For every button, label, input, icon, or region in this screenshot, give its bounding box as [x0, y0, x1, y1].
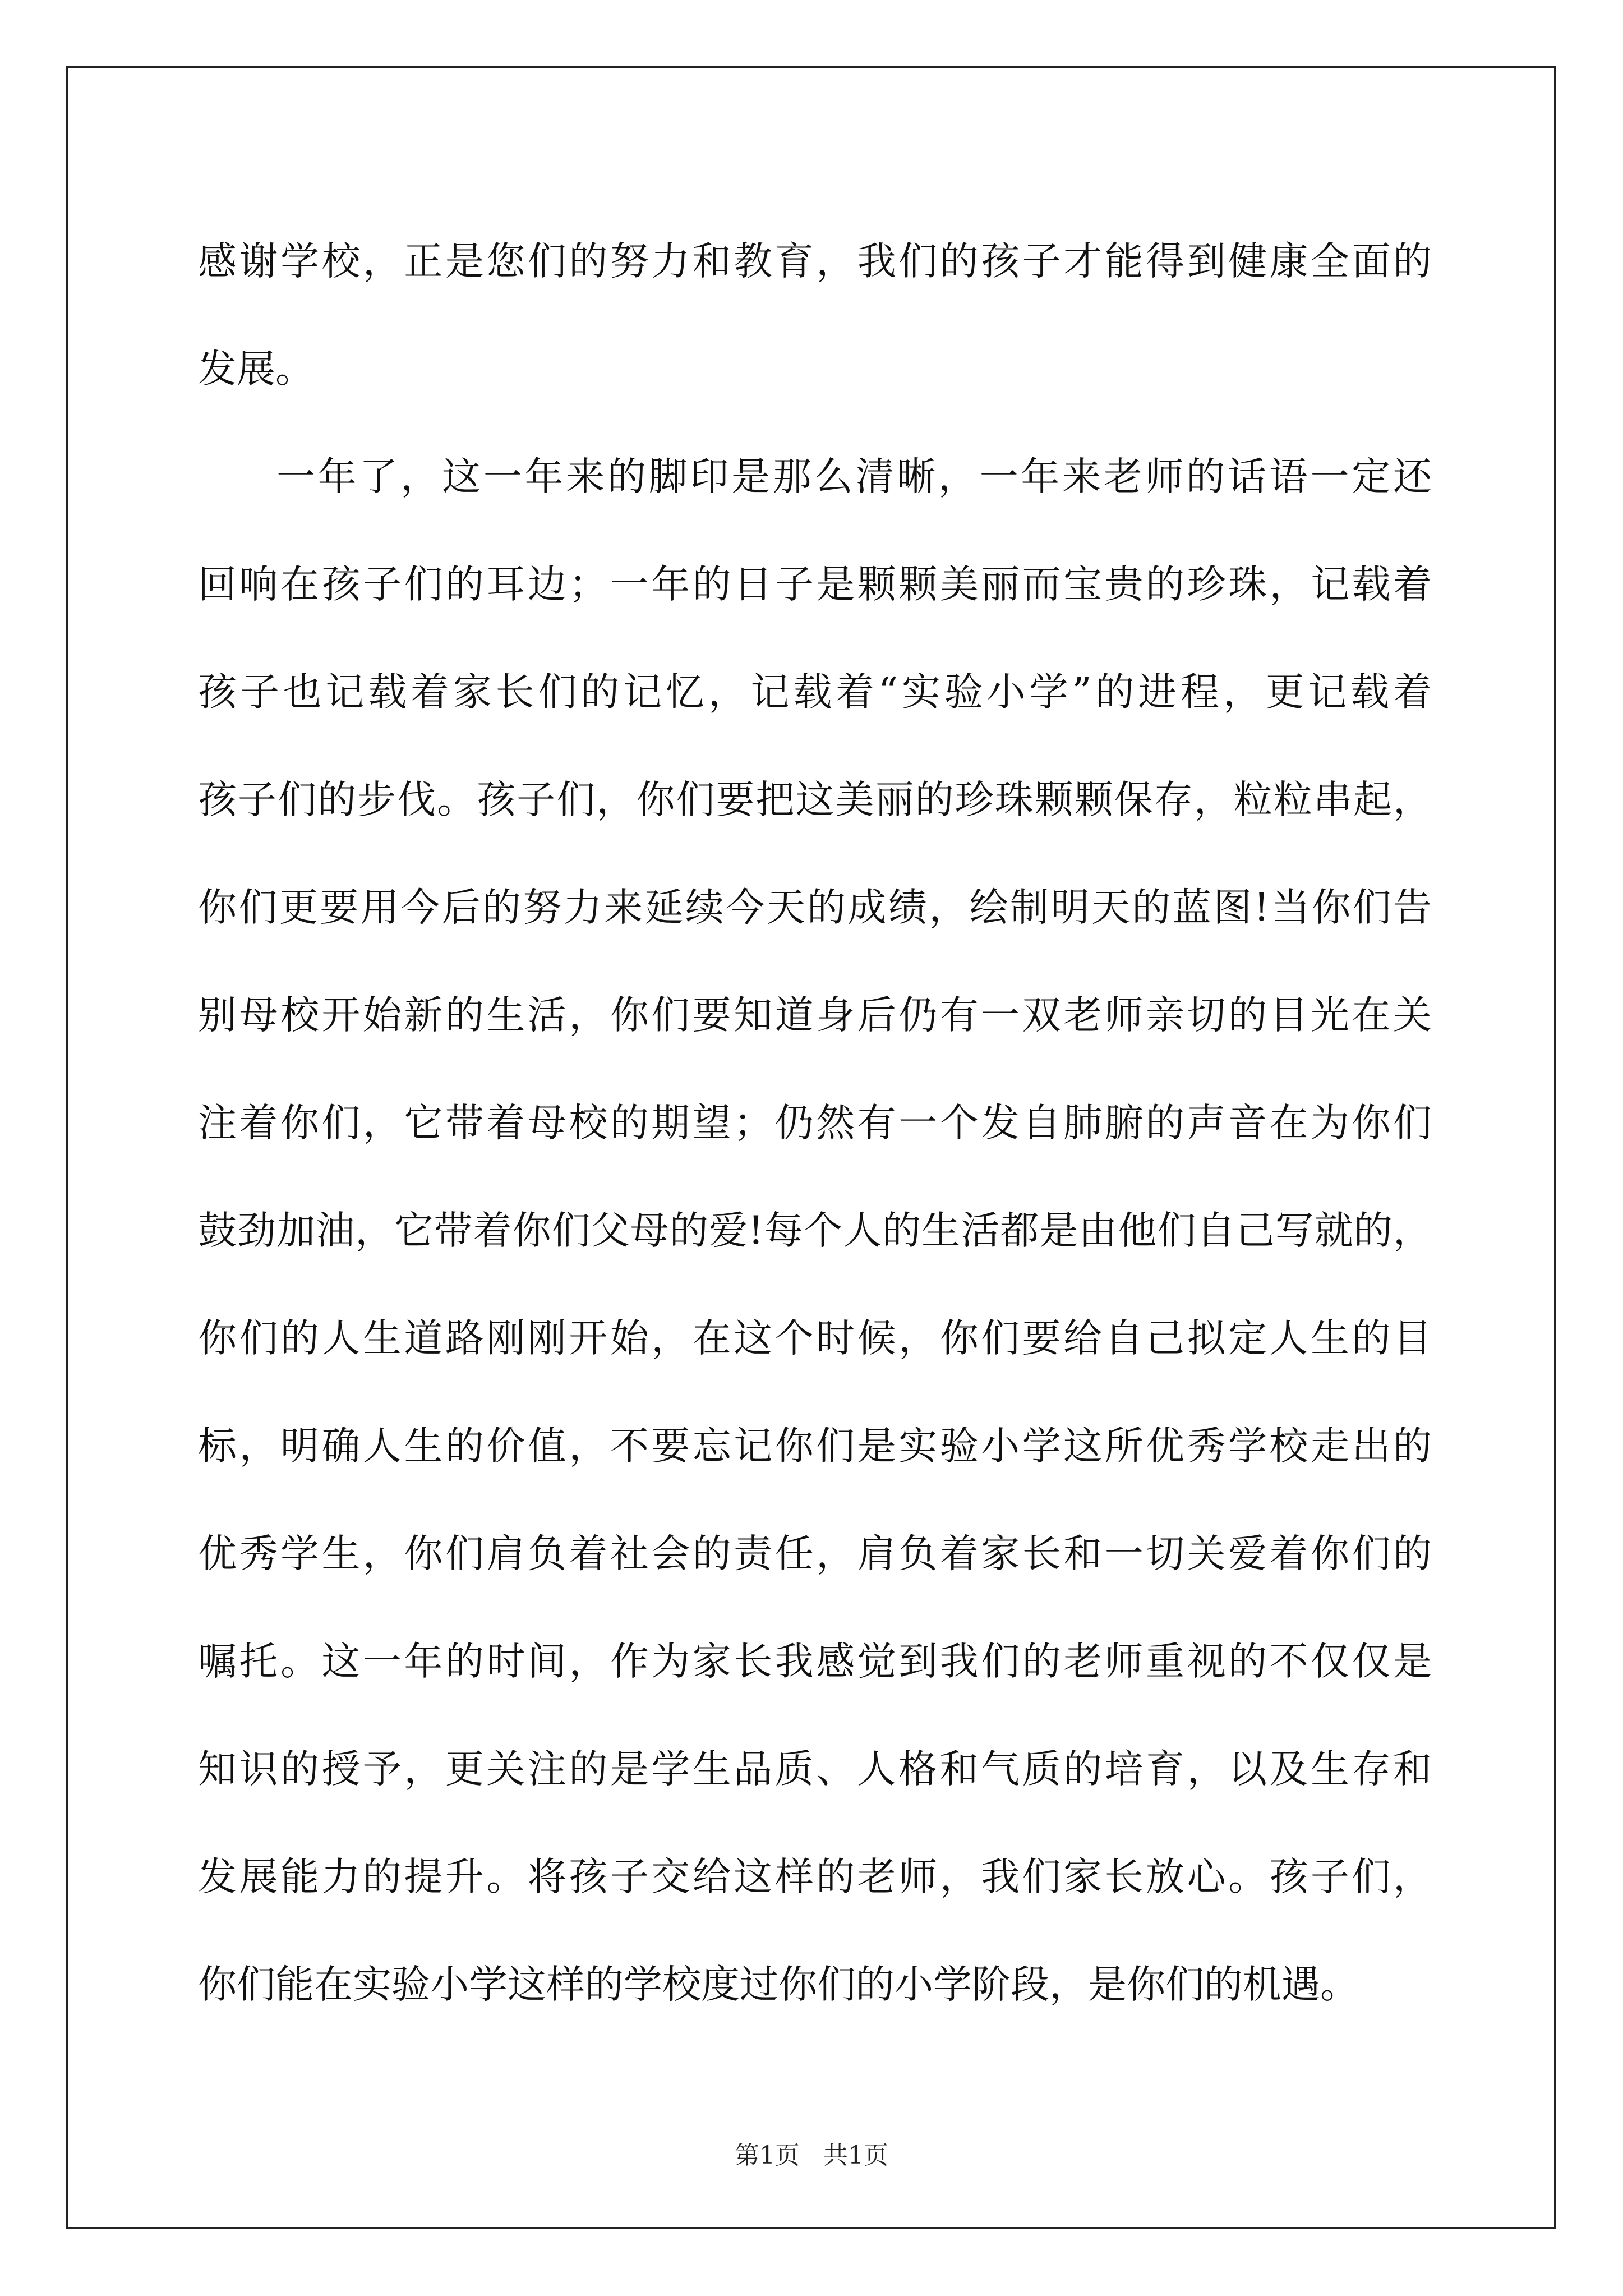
paragraph-first-line: 一年了，这一年来的脚印是那么清晰，一年来老师的话语一定还 — [276, 454, 1432, 499]
text-line: 回响在孩子们的耳边；一年的日子是颗颗美丽而宝贵的珍珠，记载着 — [198, 562, 1432, 607]
text-line: 嘱托。这一年的时间，作为家长我感觉到我们的老师重视的不仅仅是 — [198, 1639, 1432, 1684]
text-line: 你们能在实验小学这样的学校度过你们的小学阶段，是你们的机遇。 — [198, 1962, 1359, 2007]
text-line: 优秀学生，你们肩负着社会的责任，肩负着家长和一切关爱着你们的 — [198, 1531, 1432, 1576]
text-line: 你们的人生道路刚刚开始，在这个时候，你们要给自己拟定人生的目 — [198, 1316, 1432, 1361]
text-line: 孩子也记载着家长们的记忆，记载着“实验小学”的进程，更记载着 — [198, 670, 1432, 715]
text-line: 知识的授予，更关注的是学生品质、人格和气质的培育，以及生存和 — [198, 1747, 1432, 1792]
text-line: 发展。 — [198, 347, 314, 392]
page-number: 第1页 — [735, 2141, 800, 2170]
footer-spacer — [800, 2141, 823, 2170]
text-line: 鼓劲加油，它带着你们父母的爱!每个人的生活都是由他们自己写就的， — [198, 1208, 1432, 1253]
text-line: 发展能力的提升。将孩子交给这样的老师，我们家长放心。孩子们， — [198, 1855, 1432, 1899]
text-line: 你们更要用今后的努力来延续今天的成绩，绘制明天的蓝图!当你们告 — [198, 885, 1432, 930]
text-line: 别母校开始新的生活，你们要知道身后仍有一双老师亲切的目光在关 — [198, 993, 1432, 1038]
text-line: 注着你们，它带着母校的期望；仍然有一个发自肺腑的声音在为你们 — [198, 1101, 1432, 1145]
document-body — [198, 208, 1432, 2039]
text-line: 感谢学校，正是您们的努力和教育，我们的孩子才能得到健康全面的 — [198, 239, 1432, 284]
page-footer — [0, 2139, 1623, 2173]
page-total: 共1页 — [823, 2141, 888, 2170]
text-line: 标，明确人生的价值，不要忘记你们是实验小学这所优秀学校走出的 — [198, 1424, 1432, 1469]
text-line: 孩子们的步伐。孩子们，你们要把这美丽的珍珠颗颗保存，粒粒串起， — [198, 777, 1432, 822]
